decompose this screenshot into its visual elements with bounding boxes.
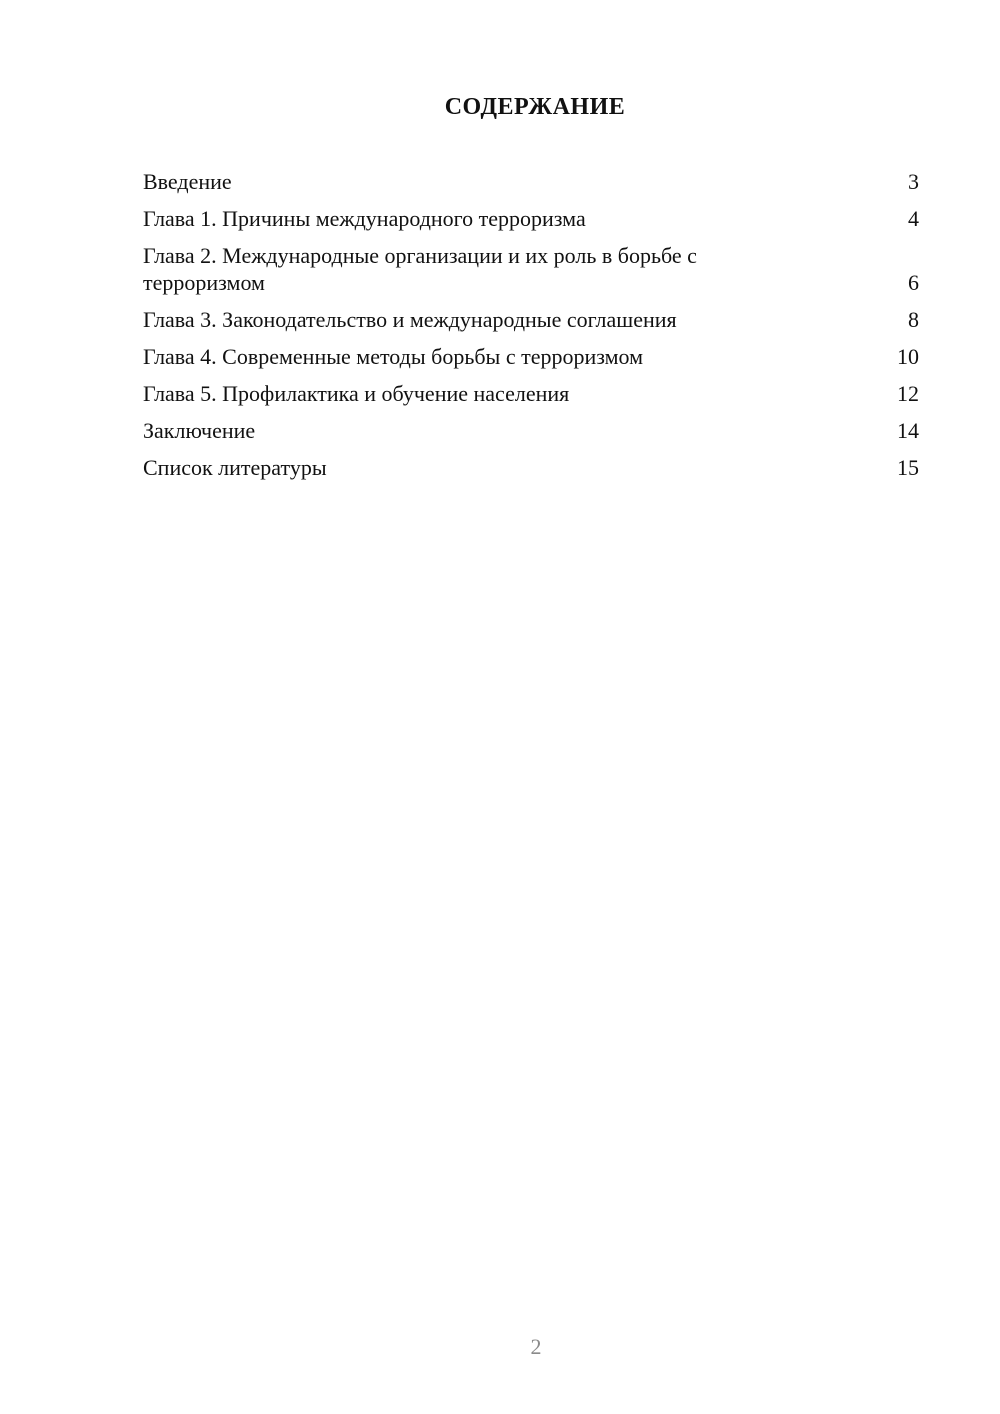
toc-entry-page: 4 (908, 206, 919, 231)
toc-entry-chapter-2[interactable] (143, 242, 919, 296)
toc-entry-chapter-1[interactable] (143, 205, 919, 232)
toc-entry-page: 6 (908, 270, 919, 295)
toc-entry-text: Глава 5. Профилактика и обучение населения (143, 381, 570, 406)
page-title: СОДЕРЖАНИЕ (444, 94, 626, 120)
toc-entry-introduction[interactable] (143, 168, 919, 195)
toc-entry-page: 15 (897, 455, 919, 480)
toc-entry-text: Глава 2. Международные организации и их роль в борьбе с терроризмом (143, 243, 697, 295)
toc-entry-chapter-4[interactable] (143, 343, 919, 370)
toc-entry-text: Заключение (143, 418, 256, 443)
toc-entry-page: 12 (897, 381, 919, 406)
toc-entry-chapter-3[interactable] (143, 306, 919, 333)
toc-entry-page: 10 (897, 344, 919, 369)
toc-entry-bibliography[interactable] (143, 454, 919, 481)
toc-entry-text: Глава 1. Причины международного терроризма (143, 206, 586, 231)
page-number: 2 (530, 1334, 542, 1359)
toc-entry-page: 14 (897, 418, 919, 443)
toc-entry-page: 3 (908, 169, 919, 194)
toc-entry-conclusion[interactable] (143, 417, 919, 444)
toc-entry-text: Глава 3. Законодательство и международные соглашения (143, 307, 677, 332)
toc-entry-text: Глава 4. Современные методы борьбы с терроризмом (143, 344, 644, 369)
table-of-contents (143, 168, 919, 491)
toc-entry-text: Введение (143, 169, 232, 194)
toc-entry-text: Список литературы (143, 455, 327, 480)
toc-entry-page: 8 (908, 307, 919, 332)
toc-entry-chapter-5[interactable] (143, 380, 919, 407)
